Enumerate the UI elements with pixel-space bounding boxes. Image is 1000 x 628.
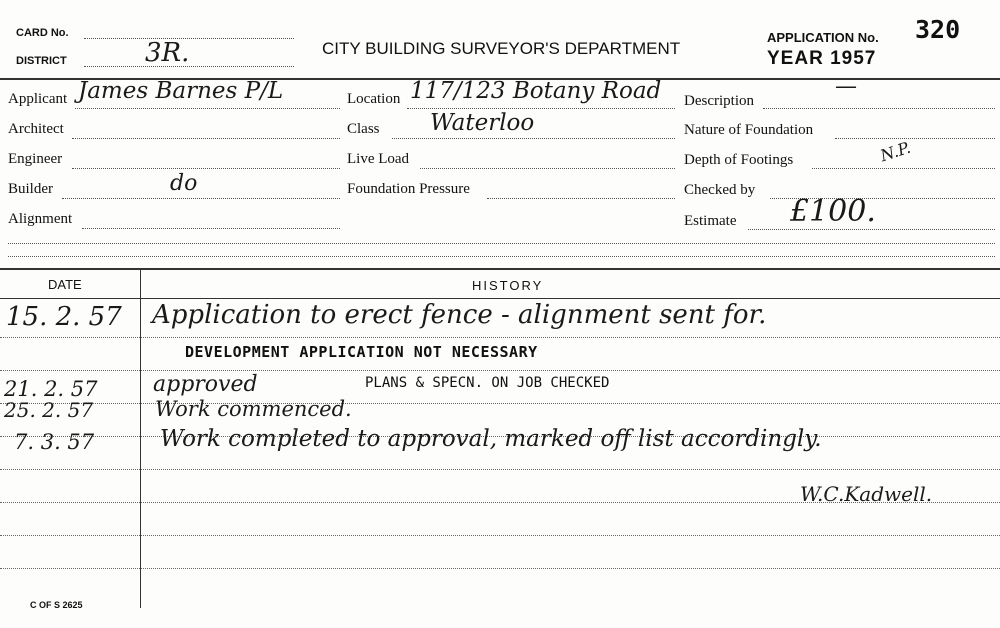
history-date: 15. 2. 57	[6, 302, 122, 332]
date-header: DATE	[48, 277, 82, 292]
history-row-line	[0, 370, 1000, 371]
builder-label: Builder	[8, 181, 53, 197]
depth-of-footings-value: N.P.	[877, 137, 913, 166]
depth-of-footings-line	[812, 168, 995, 169]
blank-line	[8, 243, 995, 244]
builder-value: do	[170, 171, 198, 196]
history-date: 25. 2. 57	[4, 398, 94, 422]
application-label: APPLICATION No.	[767, 30, 879, 45]
history-header-rule	[0, 298, 1000, 299]
department-title: CITY BUILDING SURVEYOR'S DEPARTMENT	[322, 39, 681, 58]
history-row-line	[0, 337, 1000, 338]
history-entry: Application to erect fence - alignment sent for.	[152, 300, 767, 330]
class-line	[392, 138, 675, 139]
nature-of-foundation-label: Nature of Foundation	[684, 122, 814, 138]
nature-of-foundation-line	[835, 138, 995, 139]
architect-line	[72, 138, 340, 139]
description-line	[763, 108, 995, 109]
card-no-label: CARD No.	[16, 27, 69, 39]
applicant-line	[75, 108, 340, 109]
live-load-line	[420, 168, 675, 169]
builder-line	[62, 198, 340, 199]
depth-of-footings-label: Depth of Footings	[684, 152, 794, 168]
foundation-pressure-line	[487, 198, 675, 199]
history-entry: Work completed to approval, marked off list accordingly.	[160, 426, 822, 452]
engineer-label: Engineer	[8, 151, 63, 167]
application-number: 320	[915, 15, 961, 44]
applicant-label: Applicant	[8, 91, 68, 107]
history-entry: Work commenced.	[155, 397, 352, 421]
history-entry: approved	[153, 372, 258, 397]
engineer-line	[72, 168, 340, 169]
checked-by-label: Checked by	[684, 182, 756, 198]
architect-label: Architect	[8, 121, 64, 137]
alignment-label: Alignment	[8, 211, 73, 227]
date-column-divider	[140, 268, 141, 608]
district-value: 3R.	[145, 38, 190, 68]
alignment-line	[82, 228, 340, 229]
year-text: YEAR 1957	[767, 48, 877, 69]
estimate-value: £100.	[790, 194, 876, 229]
history-row-line	[0, 469, 1000, 470]
blank-line	[8, 256, 995, 257]
history-header: HISTORY	[472, 278, 544, 293]
location-line	[407, 108, 675, 109]
history-date: 21. 2. 57	[4, 377, 98, 401]
class-label: Class	[347, 121, 380, 137]
history-stamp: DEVELOPMENT APPLICATION NOT NECESSARY	[185, 343, 538, 361]
history-row-line	[0, 403, 1000, 404]
history-date: 7. 3. 57	[14, 430, 95, 454]
applicant-value: James Barnes P/L	[78, 78, 284, 104]
estimate-line	[748, 229, 995, 230]
foundation-pressure-label: Foundation Pressure	[347, 181, 470, 197]
district-label: DISTRICT	[16, 55, 67, 67]
location-value: 117/123 Botany Road	[410, 78, 662, 104]
history-top-rule	[0, 268, 1000, 270]
estimate-label: Estimate	[684, 213, 737, 229]
description-label: Description	[684, 93, 754, 109]
form-code: C OF S 2625	[30, 600, 83, 610]
history-signature: W.C.Kadwell.	[800, 482, 933, 506]
location-label: Location	[347, 91, 401, 107]
history-row-line	[0, 535, 1000, 536]
class-value: Waterloo	[430, 110, 535, 136]
history-row-line	[0, 568, 1000, 569]
history-stamp: PLANS & SPECN. ON JOB CHECKED	[365, 375, 610, 391]
live-load-label: Live Load	[347, 151, 410, 167]
description-value: —	[835, 74, 857, 99]
